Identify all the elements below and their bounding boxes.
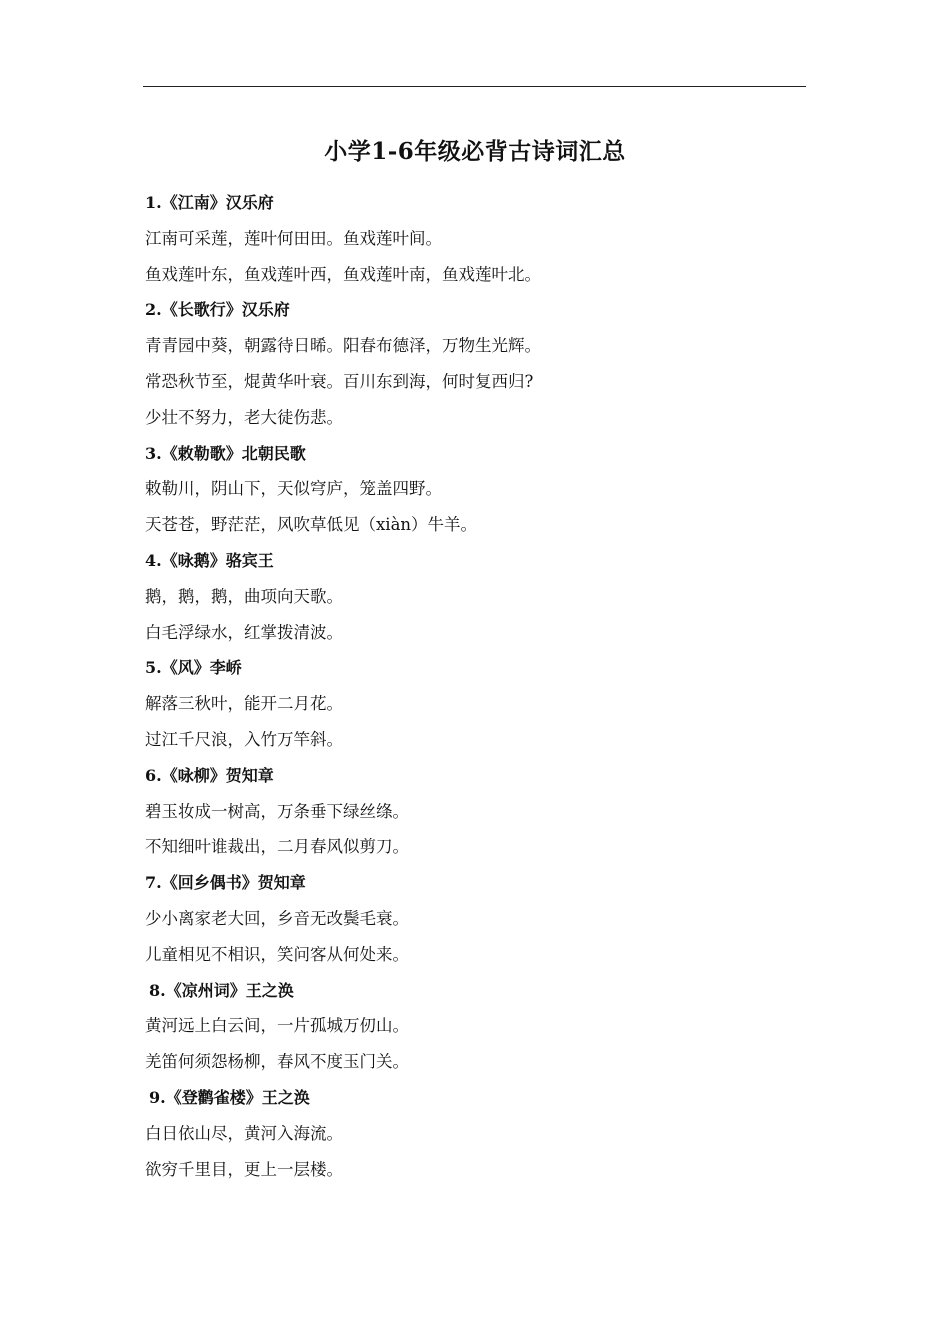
poem-title: 9.《登鹳雀楼》王之涣 xyxy=(149,1087,310,1107)
poem-title: 8.《凉州词》王之涣 xyxy=(149,980,294,1000)
poem-line: 黄河远上白云间，一片孤城万仞山。 xyxy=(145,1016,409,1036)
poem-title: 7.《回乡偶书》贺知章 xyxy=(145,873,306,893)
poem-line: 江南可采莲，莲叶何田田。鱼戏莲叶间。 xyxy=(145,228,442,248)
poem-title: 4.《咏鹅》骆宾王 xyxy=(145,550,274,570)
poem-line: 少小离家老大回，乡音无改鬓毛衰。 xyxy=(145,908,409,928)
poem-line: 欲穷千里目，更上一层楼。 xyxy=(145,1159,343,1179)
poem-line: 解落三秋叶，能开二月花。 xyxy=(145,694,343,714)
poem-line: 少壮不努力，老大徒伤悲。 xyxy=(145,407,343,427)
poem-title: 1.《江南》汉乐府 xyxy=(145,193,274,212)
poem-line: 鱼戏莲叶东，鱼戏莲叶西，鱼戏莲叶南，鱼戏莲叶北。 xyxy=(145,264,541,284)
poem-line: 过江千尺浪，入竹万竿斜。 xyxy=(145,729,343,749)
poem-title: 2.《长歌行》汉乐府 xyxy=(145,300,290,320)
poem-line: 青青园中葵，朝露待日晞。阳春布德泽，万物生光辉。 xyxy=(145,336,541,356)
document-body xyxy=(145,185,825,1187)
poem-line: 天苍苍，野茫茫，风吹草低见（xiàn）牛羊。 xyxy=(145,515,478,535)
header-rule xyxy=(143,86,806,87)
poem-line: 碧玉妆成一树高，万条垂下绿丝绦。 xyxy=(145,801,409,821)
poem-line: 白毛浮绿水，红掌拨清波。 xyxy=(145,622,343,642)
poem-line: 常恐秋节至，焜黄华叶衰。百川东到海，何时复西归? xyxy=(145,371,534,391)
page-title: 小学1-6年级必背古诗词汇总 xyxy=(324,138,626,165)
poem-line: 敕勒川，阴山下，天似穹庐，笼盖四野。 xyxy=(145,479,442,499)
poem-title: 5.《风》李峤 xyxy=(145,658,242,678)
poem-line: 鹅，鹅，鹅，曲项向天歌。 xyxy=(145,586,343,606)
poem-line: 不知细叶谁裁出，二月春风似剪刀。 xyxy=(145,837,409,857)
poem-title: 3.《敕勒歌》北朝民歌 xyxy=(145,443,306,463)
poem-line: 儿童相见不相识，笑问客从何处来。 xyxy=(145,944,409,964)
poem-title: 6.《咏柳》贺知章 xyxy=(145,765,274,785)
poem-line: 羌笛何须怨杨柳，春风不度玉门关。 xyxy=(145,1052,409,1072)
poem-line: 白日依山尽，黄河入海流。 xyxy=(145,1123,343,1143)
